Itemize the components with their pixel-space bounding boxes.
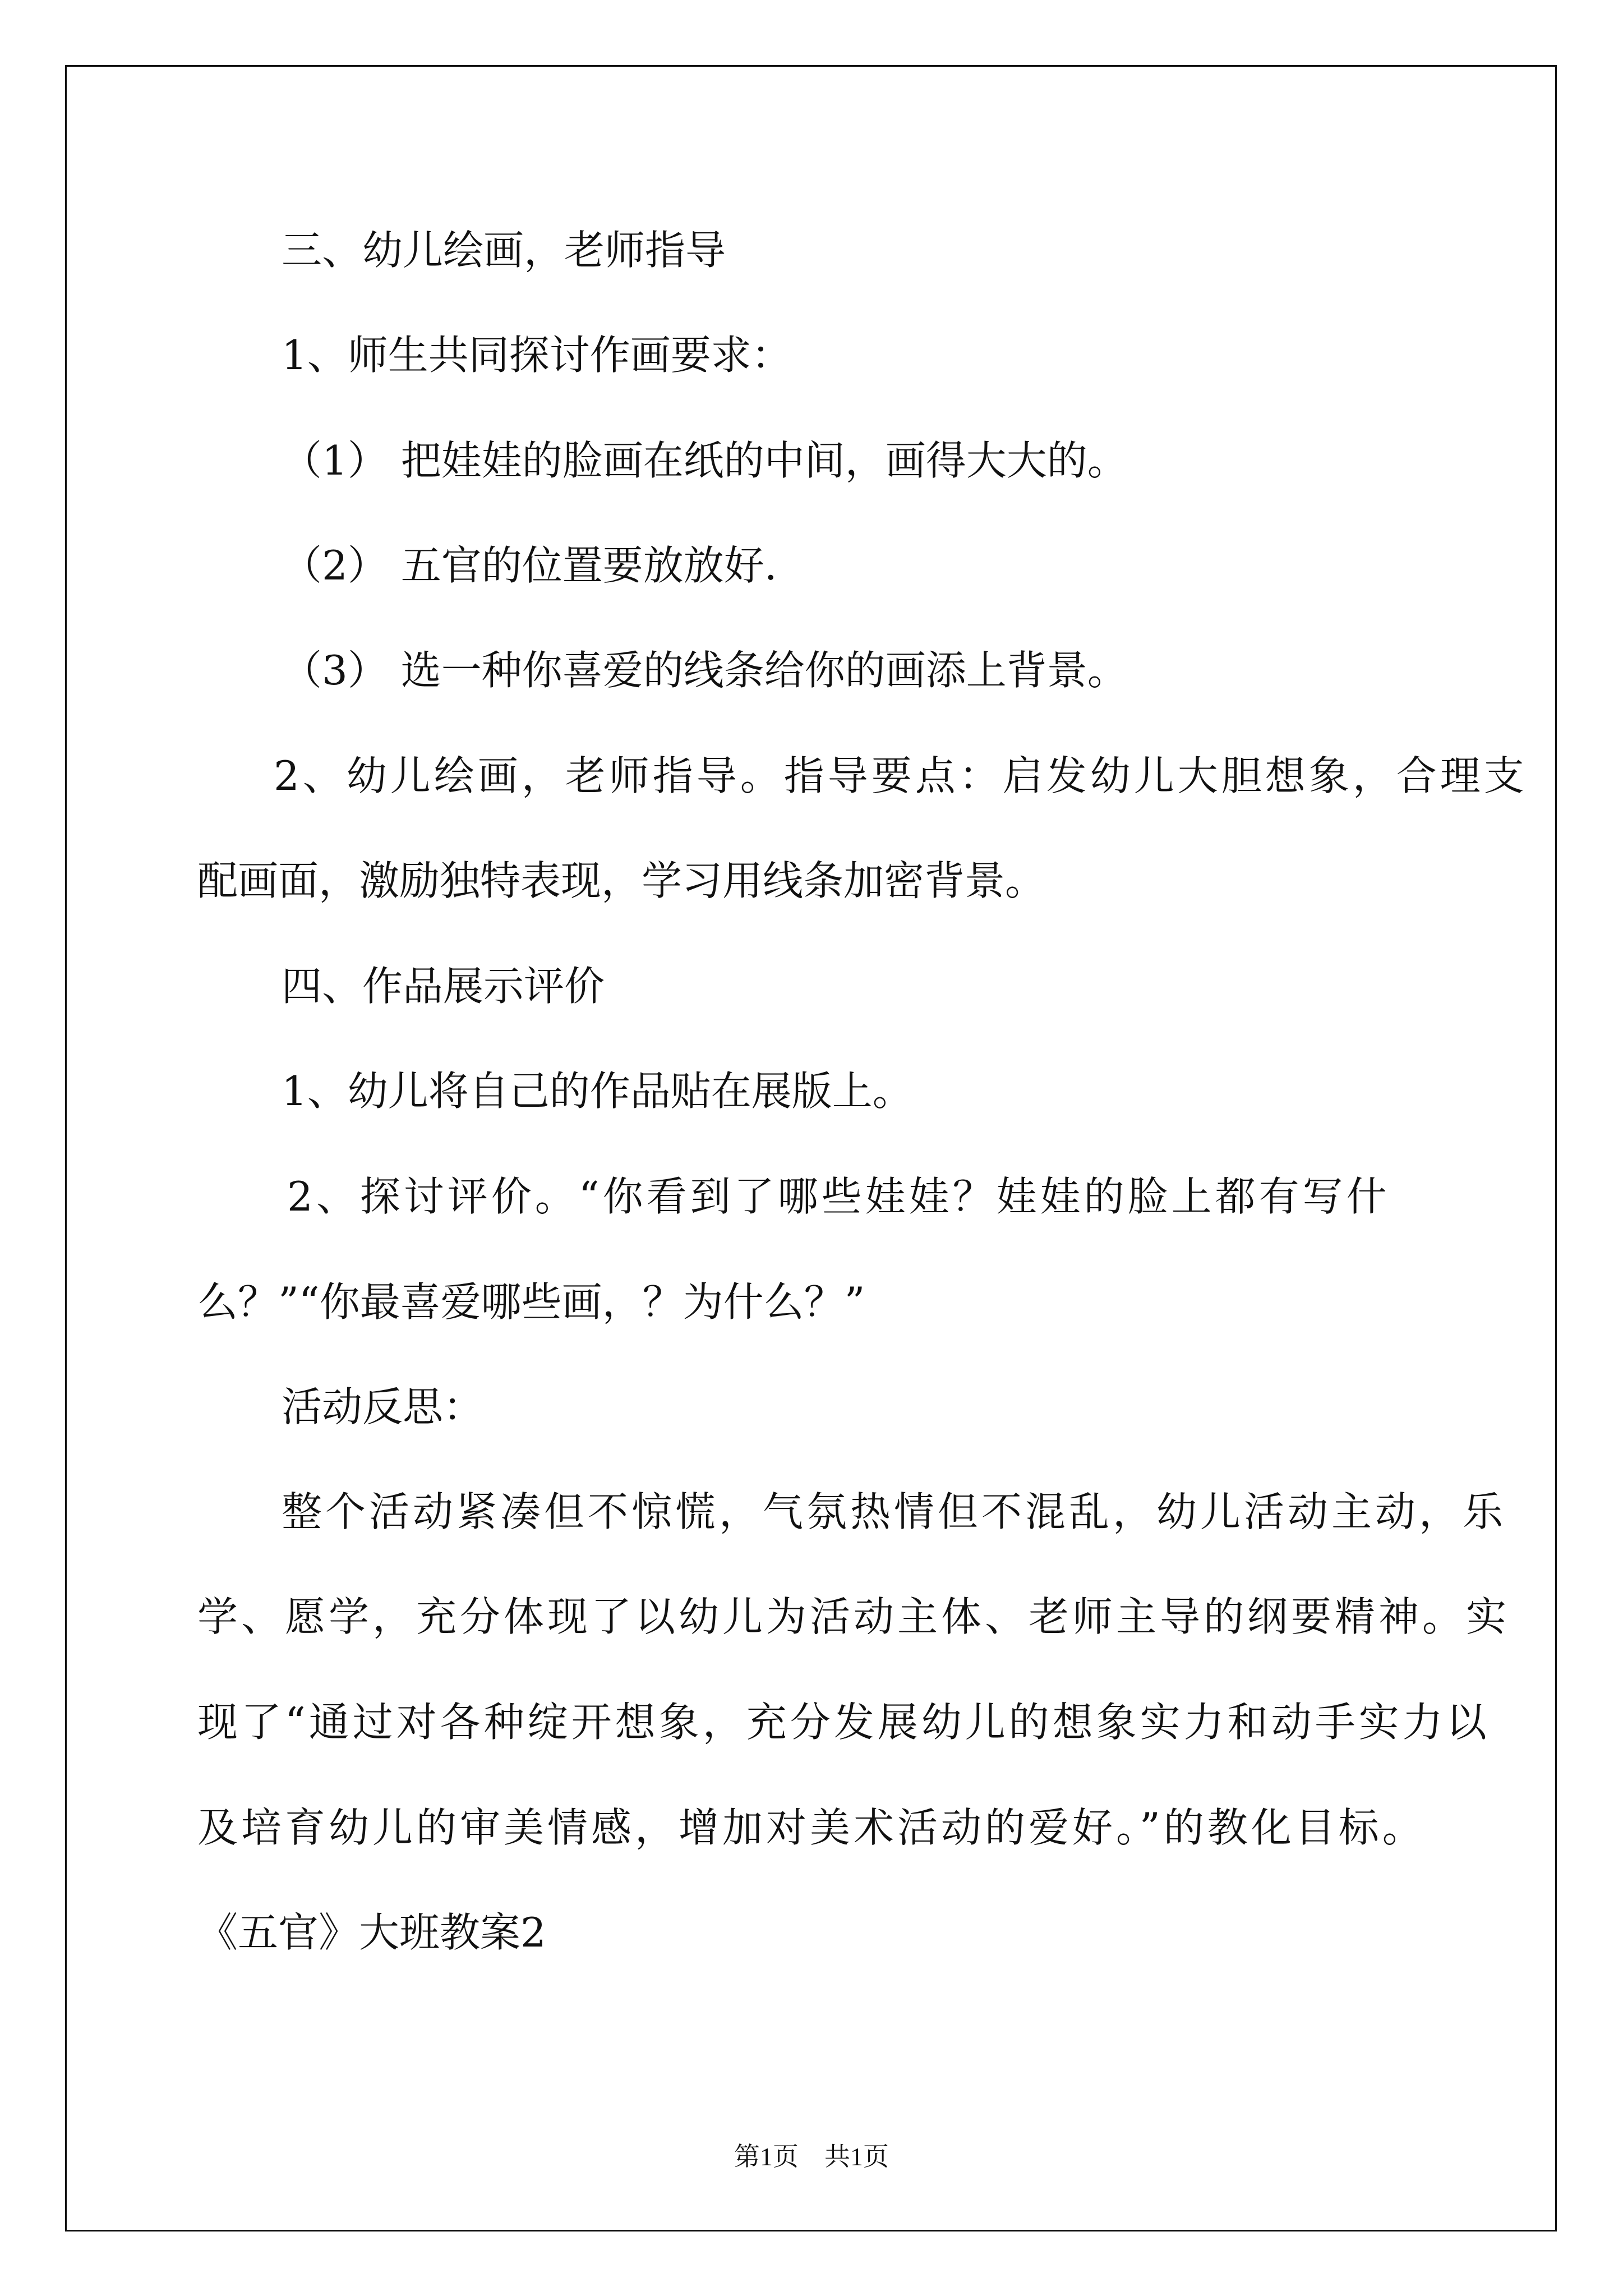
paragraph-line: 及培育幼儿的审美情感，增加对美术活动的爱好。”的教化目标。 <box>197 1804 1426 1851</box>
paragraph-line: 1、师生共同探讨作画要求： <box>282 332 792 379</box>
section-heading-4: 四、作品展示评价 <box>282 963 605 1010</box>
paragraph-line: 2、探讨评价。“你看到了哪些娃娃？娃娃的脸上都有写什 <box>287 1173 1390 1220</box>
page-number-footer: 第1页 共1页 <box>734 2142 889 2171</box>
paragraph-line: 现了“通过对各种绽开想象，充分发展幼儿的想象实力和动手实力以 <box>197 1699 1490 1746</box>
paragraph-line: 学、愿学，充分体现了以幼儿为活动主体、老师主导的纲要精神。实 <box>197 1593 1510 1640</box>
paragraph-line: 整个活动紧凑但不惊慌，气氛热情但不混乱，幼儿活动主动，乐 <box>282 1488 1507 1535</box>
section-heading-3: 三、幼儿绘画，老师指导 <box>282 227 726 274</box>
paragraph-line: 1、幼儿将自己的作品贴在展版上。 <box>282 1068 913 1115</box>
section-heading-reflection: 活动反思： <box>282 1383 484 1430</box>
page-border <box>65 65 1557 2231</box>
paragraph-line: 配画面，激励独特表现，学习用线条加密背景。 <box>197 857 1046 904</box>
list-item: （1） 把娃娃的脸画在纸的中间，画得大大的。 <box>282 437 1128 484</box>
paragraph-line: 2、幼儿绘画，老师指导。指导要点：启发幼儿大胆想象，合理支 <box>274 752 1528 799</box>
list-item: （2） 五官的位置要放放好. <box>282 542 777 589</box>
list-item: （3） 选一种你喜爱的线条给你的画添上背景。 <box>282 647 1128 694</box>
paragraph-line: 么？”“你最喜爱哪些画，？为什么？” <box>197 1278 865 1326</box>
document-title-2: 《五官》大班教案2 <box>197 1909 546 1956</box>
